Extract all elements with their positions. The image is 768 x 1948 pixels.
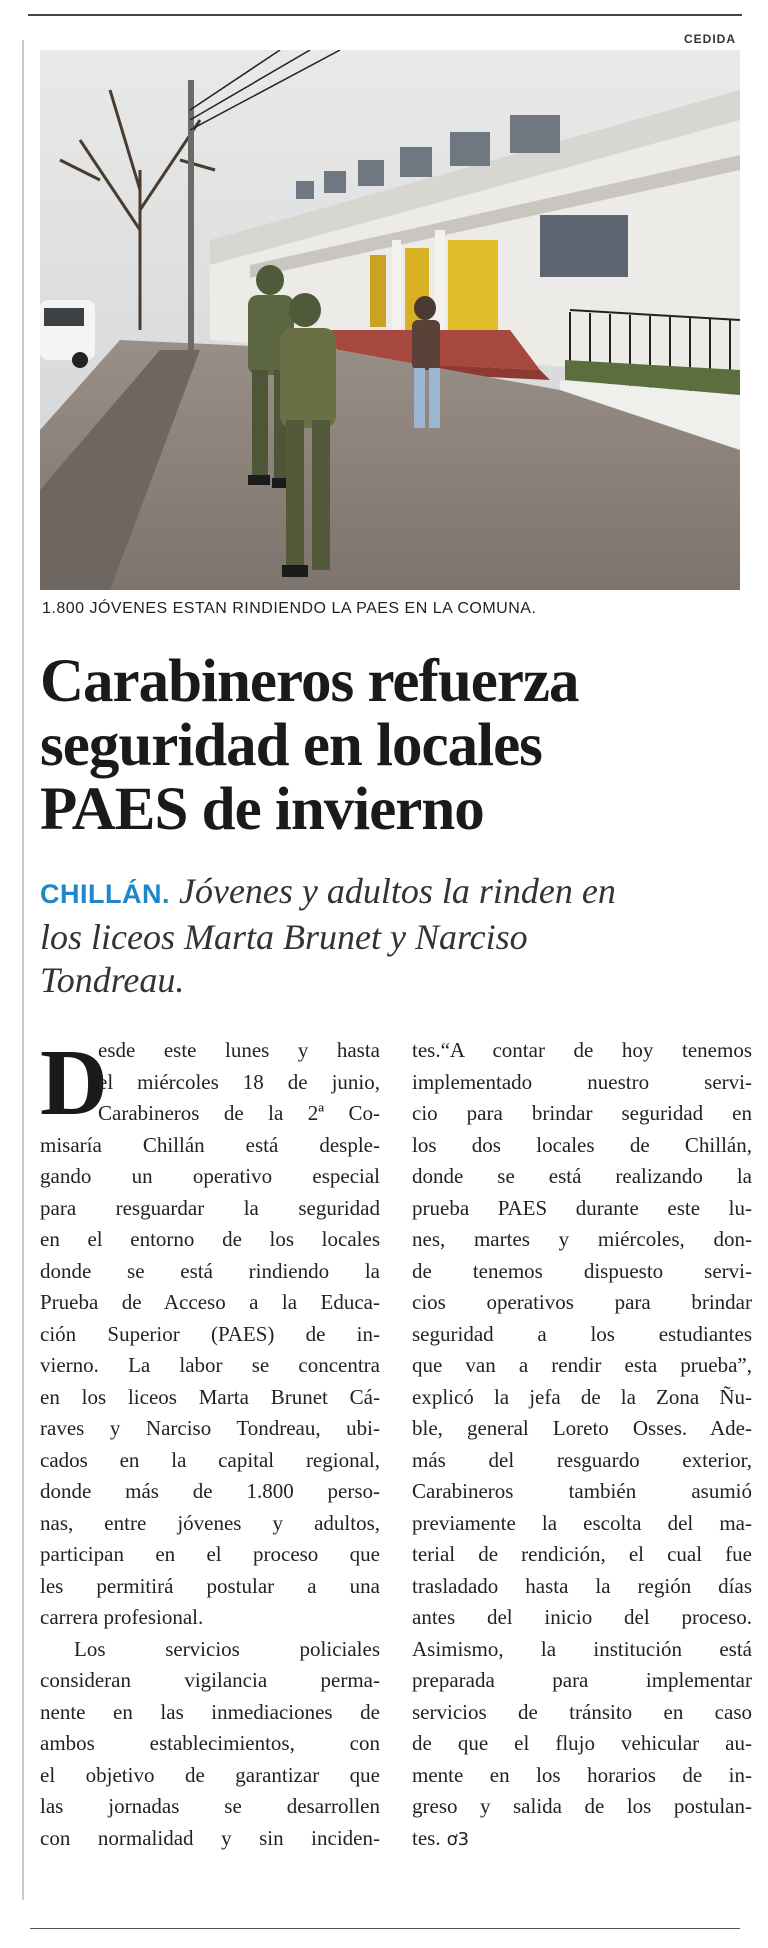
bottom-rule (30, 1928, 740, 1929)
body-line: nas, entre jóvenes y adultos, (40, 1510, 380, 1535)
body-line: gando un operativo especial (40, 1164, 380, 1188)
photo-caption: 1.800 JÓVENES ESTAN RINDIENDO LA PAES EN LA COMUNA. (42, 600, 537, 617)
body-line: las jornadas se desarrollen (40, 1794, 380, 1818)
body-line: Carabineros también asumió (412, 1479, 752, 1503)
body-line: los dos locales de Chillán, (412, 1132, 752, 1157)
body-line: trasladado hasta la región días (412, 1573, 752, 1598)
body-line-text: tes. (412, 1825, 441, 1850)
body-line: raves y Narciso Tondreau, ubi- (40, 1416, 380, 1440)
body-line: donde más de 1.800 perso- (40, 1479, 380, 1503)
headline-line: Carabineros refuerza (40, 648, 579, 715)
body-line: para resguardar la seguridad (40, 1195, 380, 1220)
body-line: prueba PAES durante este lu- (412, 1195, 752, 1220)
body-line: cio para brindar seguridad en (412, 1101, 752, 1125)
body-line: seguridad a los estudiantes (412, 1321, 752, 1346)
deck-line: los liceos Marta Brunet y Narciso (40, 917, 528, 957)
headline-line: seguridad en locales (40, 712, 542, 779)
body-line: tes.“A contar de hoy tenemos (412, 1038, 752, 1062)
body-line (412, 1823, 752, 1855)
body-line: más del resguardo exterior, (412, 1447, 752, 1472)
body-line: en los liceos Marta Brunet Cá- (40, 1384, 380, 1409)
body-line: que van a rendir esta prueba”, (412, 1353, 752, 1377)
body-line: servicios de tránsito en caso (412, 1699, 752, 1724)
body-line: vierno. La labor se concentra (40, 1353, 380, 1377)
body-line: de tenemos dispuesto servi- (412, 1258, 752, 1283)
drop-cap: D (40, 1031, 108, 1135)
body-line: esde este lunes y hasta (98, 1038, 380, 1062)
body-line: misaría Chillán está desple- (40, 1132, 380, 1157)
deck-line: Tondreau. (40, 960, 185, 1000)
body-line: nes, martes y miércoles, don- (412, 1227, 752, 1251)
body-line: participan en el proceso que (40, 1542, 380, 1566)
body-line: explicó la jefa de la Zona Ñu- (412, 1384, 752, 1409)
photo-credit: CEDIDA (683, 32, 736, 46)
body-line: implementado nuestro servi- (412, 1069, 752, 1094)
body-line: ción Superior (PAES) de in- (40, 1321, 380, 1346)
body-line: Carabineros de la 2ª Co- (98, 1101, 380, 1125)
body-line: Prueba de Acceso a la Educa- (40, 1290, 380, 1314)
body-line: el objetivo de garantizar que (40, 1762, 380, 1787)
body-line: donde se está rindiendo la (40, 1258, 380, 1283)
body-line: ble, general Loreto Osses. Ade- (412, 1416, 752, 1440)
body-line: donde se está realizando la (412, 1164, 752, 1188)
body-line: ambos establecimientos, con (40, 1731, 380, 1755)
deck-text: Jóvenes y adultos la rinden en (178, 871, 616, 911)
top-rule (28, 14, 742, 16)
body-line: con normalidad y sin inciden- (40, 1825, 380, 1850)
body-line: terial de rendición, el cual fue (412, 1542, 752, 1566)
body-line: consideran vigilancia perma- (40, 1668, 380, 1692)
body-line: carrera profesional. (40, 1605, 204, 1629)
headline-line: PAES de invierno (40, 776, 484, 843)
left-column-rule (22, 40, 24, 1900)
body-line: previamente la escolta del ma- (412, 1510, 752, 1535)
body-line: el miércoles 18 de junio, (98, 1069, 380, 1094)
body-line: mente en los horarios de in- (412, 1762, 752, 1787)
body-line: Asimismo, la institución está (412, 1636, 752, 1661)
body-column-left (40, 1031, 380, 1854)
body-line: nente en las inmediaciones de (40, 1699, 380, 1724)
deck-subheadline (40, 870, 740, 1002)
headline (40, 650, 740, 842)
body-line: Los servicios policiales (74, 1636, 380, 1661)
dateline-location: CHILLÁN. (40, 879, 170, 909)
deck-line (40, 870, 740, 916)
body-line: cados en la capital regional, (40, 1447, 380, 1472)
body-line: de que el flujo vehicular au- (412, 1731, 752, 1755)
body-line: preparada para implementar (412, 1668, 752, 1692)
body-line: en el entorno de los locales (40, 1227, 380, 1251)
end-mark-icon: ơ3 (446, 1828, 470, 1850)
body-line: cios operativos para brindar (412, 1290, 752, 1314)
body-line: greso y salida de los postulan- (412, 1794, 752, 1818)
body-line: les permitirá postular a una (40, 1573, 380, 1598)
body-line: antes del inicio del proceso. (412, 1605, 752, 1629)
body-column-right (412, 1035, 752, 1854)
article-photo (40, 50, 740, 590)
